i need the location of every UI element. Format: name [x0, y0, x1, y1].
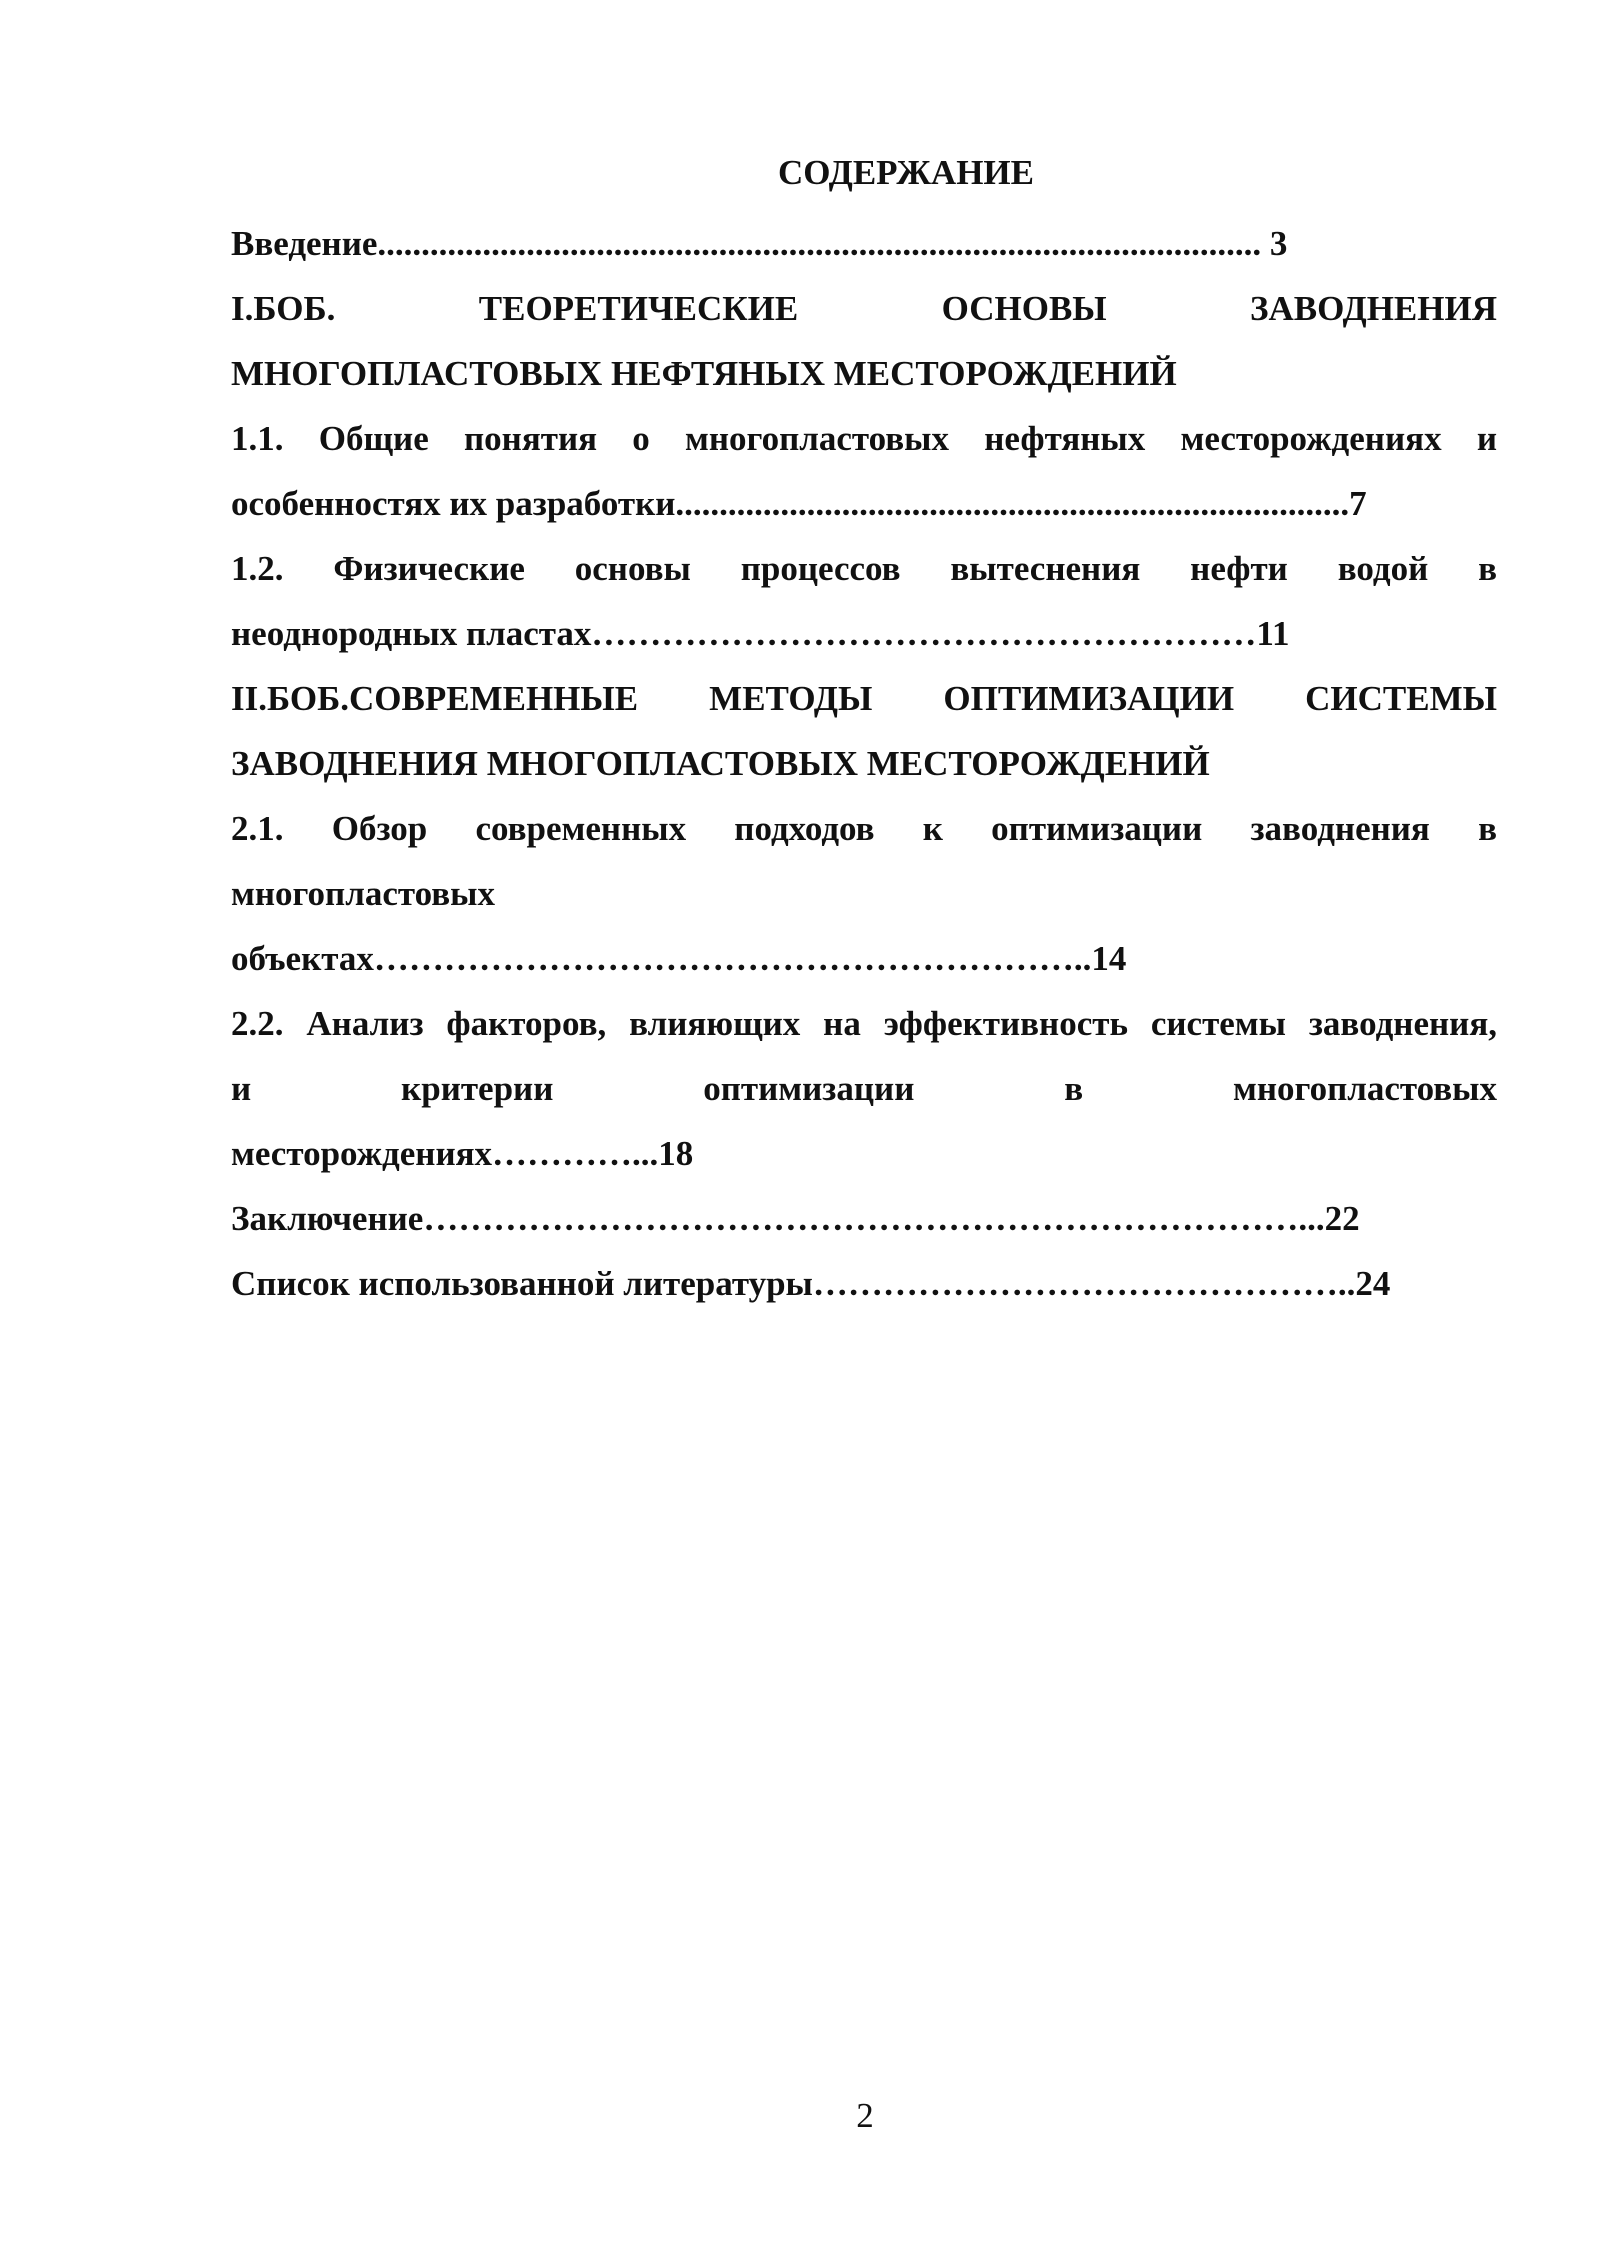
toc-line-section-2-2-part-2: и критерии оптимизации в многопластовых [231, 1069, 1497, 1108]
table-of-contents [231, 219, 1497, 1324]
toc-line-chapter-2-part-1: II.БОБ.СОВРЕМЕННЫЕ МЕТОДЫ ОПТИМИЗАЦИИ СИСТЕМЫ [231, 679, 1497, 718]
toc-line-section-2-1-part-1: 2.1. Обзор современных подходов к оптимизации заводнения в [231, 809, 1497, 848]
toc-line-introduction: Введение..................................................................................................... 3 [231, 224, 1288, 263]
toc-line-section-2-1-part-2: многопластовых [231, 874, 495, 913]
toc-line-chapter-2-part-2: ЗАВОДНЕНИЯ МНОГОПЛАСТОВЫХ МЕСТОРОЖДЕНИЙ [231, 744, 1210, 783]
toc-line-section-2-2-part-1: 2.2. Анализ факторов, влияющих на эффективность системы заводнения, [231, 1004, 1497, 1043]
toc-line-chapter-1-part-2: МНОГОПЛАСТОВЫХ НЕФТЯНЫХ МЕСТОРОЖДЕНИЙ [231, 354, 1177, 393]
toc-line-section-2-2-part-3: месторождениях…………...18 [231, 1134, 694, 1173]
toc-line-section-2-1-part-3: объектах……………………………………………………..14 [231, 939, 1127, 978]
toc-line-section-1-1-part-2: особенностях их разработки.............................................................................7 [231, 484, 1367, 523]
toc-line-section-1-2-part-2: неоднородных пластах…………………………………………………11 [231, 614, 1290, 653]
page-number: 2 [856, 2096, 874, 2135]
toc-title: СОДЕРЖАНИЕ [777, 153, 1034, 192]
toc-line-conclusion: Заключение…………………………………………………………………...22 [231, 1199, 1360, 1238]
toc-line-chapter-1-part-1: I.БОБ. ТЕОРЕТИЧЕСКИЕ ОСНОВЫ ЗАВОДНЕНИЯ [231, 289, 1497, 328]
toc-line-section-1-2-part-1: 1.2. Физические основы процессов вытеснения нефти водой в [231, 549, 1497, 588]
toc-line-references: Список использованной литературы………………………………………..24 [231, 1264, 1391, 1303]
toc-line-section-1-1-part-1: 1.1. Общие понятия о многопластовых нефтяных месторождениях и [231, 419, 1497, 458]
